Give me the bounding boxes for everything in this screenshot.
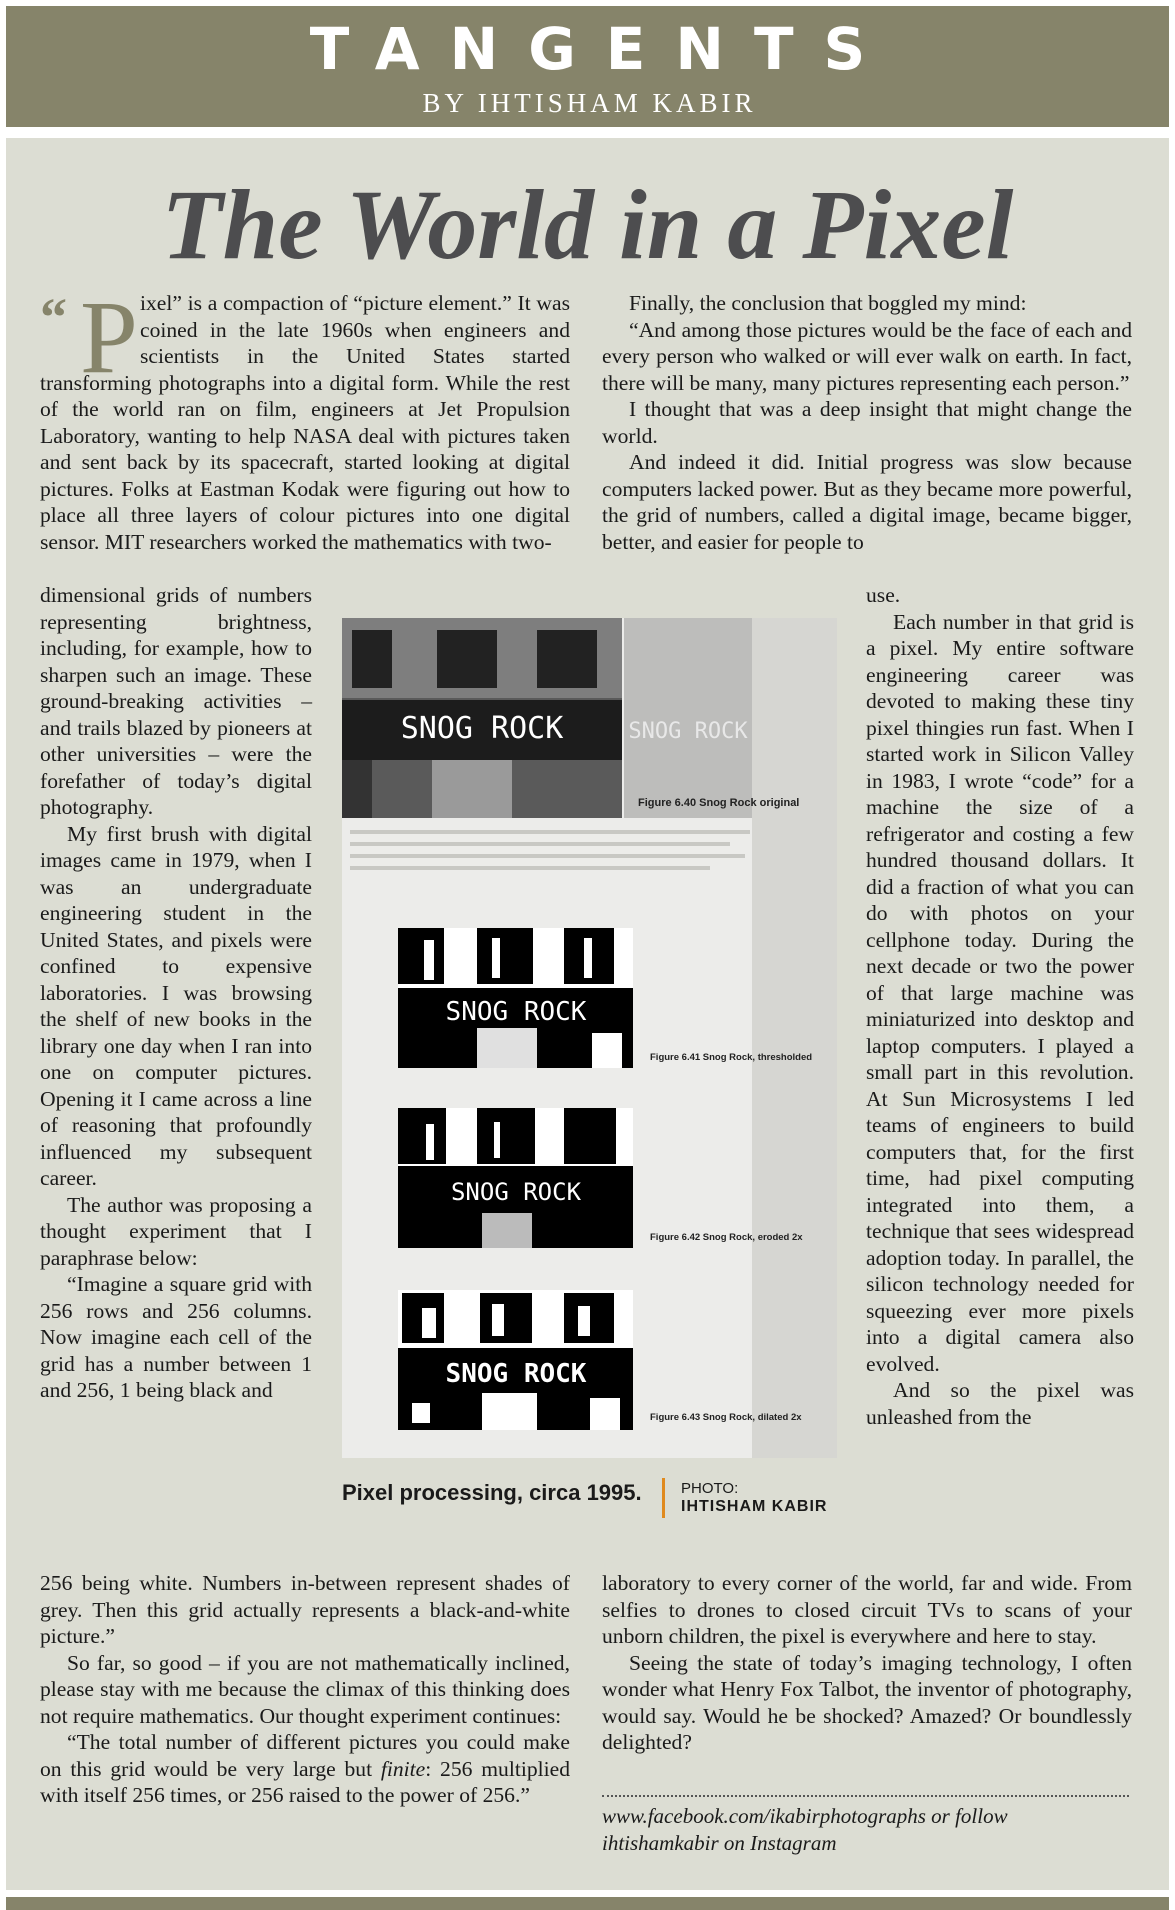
sign-text-eroded: SNOG ROCK <box>450 1178 582 1206</box>
byline: BY IHTISHAM KABIR <box>422 88 757 118</box>
bottom-rule <box>6 1897 1169 1910</box>
col1-text-1: ixel” is a compaction of “picture element.” It was coined in the late 1960s when engineers and scientists in the United States started transforming photographs into a digital form. While the rest of the world ran on film, engineers at Jet Propulsion Laboratory, wanting to help NASA deal with pictures taken and sent back by its spacecraft, started looking at digital pictures. Folks at Eastman Kodak were figuring out how to place all three layers of colour pictures into one digital sensor. MIT researchers worked the mathematics with two- <box>40 291 570 554</box>
photo-original <box>342 618 752 818</box>
figure-image <box>342 618 837 1458</box>
footer-divider <box>602 1795 1129 1797</box>
photo-thresholded <box>398 928 633 1068</box>
figure-caption: Pixel processing, circa 1995. <box>342 1480 642 1505</box>
sign-text-dilated: SNOG ROCK <box>445 1359 587 1389</box>
caption-divider <box>662 1478 665 1518</box>
figure-label-4: Figure 6.43 Snog Rock, dilated 2x <box>650 1412 802 1423</box>
col1-bottom-block <box>40 1570 570 1809</box>
section-title: TANGENTS <box>309 15 896 83</box>
col1-paragraph-1 <box>40 287 570 555</box>
col2-paragraph-4: And indeed it did. Initial progress was slow because computers lacked power. But as they became more powerful, the grid of numbers, called a digital image, became bigger, better, and easier for people to <box>602 450 1132 554</box>
col2-paragraph-2: “And among those pictures would be the face of each and every person who walked or will ever walk on earth. In fact, there will be many, many pictures representing each person.” <box>602 317 1132 395</box>
headline: The World in a Pixel <box>161 169 1014 280</box>
col2-paragraph-8: laboratory to every corner of the world, far and wide. From selfies to drones to closed circuit TVs to scans of your unborn children, the pixel is everywhere and here to stay. <box>602 1571 1132 1648</box>
pixel-processing-figure <box>342 618 837 1458</box>
credit-name: IHTISHAM KABIR <box>681 1498 828 1515</box>
sign-text-original: SNOG ROCK <box>400 711 564 746</box>
col2-bottom-block <box>602 1570 1132 1756</box>
figure-label-3: Figure 6.42 Snog Rock, eroded 2x <box>650 1232 803 1243</box>
col1-paragraph-4: The author was proposing a thought experiment that I paraphrase below: <box>40 1192 312 1270</box>
col1-narrow-block <box>40 582 312 1404</box>
col2-narrow-block <box>866 582 1134 1430</box>
col1-last-post: : 256 multiplied with itself 256 times, or 256 raised to the power of 256.” <box>40 1756 570 1807</box>
footer-line-1[interactable]: www.facebook.com/ikabirphotographs or follow <box>602 1804 1008 1828</box>
photo-credit <box>681 1480 827 1516</box>
col2-paragraph-9: Seeing the state of today’s imaging technology, I often wonder what Henry Fox Talbot, the inventor of photography, would say. Would he be shocked? Amazed? Or boundlessly delighted? <box>602 1650 1132 1754</box>
col2-paragraph-6: Each number in that grid is a pixel. My entire software engineering career was devoted to making these tiny pixel thingies run fast. When I started work in Silicon Valley in 1983, I wrote “code” for a machine the size of a refrigerator and costing a few hundred thousand dollars. It did a fraction of what you can do with photos on your cellphone today. During the next decade or two the power of that large machine was miniaturized into desktop and laptop computers. I played a small part in this revolution. At Sun Microsystems I led teams of engineers to build computers that, for the first time, had pixel computing integrated into them, a technique that sees widespread adoption today. In parallel, the silicon technology needed for squeezing ever more pixels into a digital camera also evolved. <box>866 609 1134 1376</box>
sign-text-ghost: SNOG ROCK <box>628 719 748 744</box>
col1-top-block <box>40 287 570 555</box>
col1-paragraph-6: 256 being white. Numbers in-between represent shades of grey. Then this grid actually represents a black-and-white picture.” <box>40 1571 570 1648</box>
dropcap-spacer <box>40 287 140 348</box>
col1-last-pre: “The total number of different pictures you could make on this grid would be very large but <box>40 1730 570 1781</box>
credit-label: PHOTO: <box>681 1480 739 1497</box>
col2-paragraph-1: Finally, the conclusion that boggled my mind: <box>629 291 1027 315</box>
sign-text-thresholded: SNOG ROCK <box>445 997 587 1027</box>
col1-paragraph-2: dimensional grids of numbers representing brightness, including, for example, how to sharpen such an image. These ground-breaking activities – and trails blazed by pioneers at other universities – were the forefather of today’s digital photography. <box>40 583 312 819</box>
drop-cap: P <box>80 280 138 395</box>
photo-dilated <box>398 1290 633 1430</box>
col1-paragraph-7: So far, so good – if you are not mathematically inclined, please stay with me because the climax of this thinking does not require mathematics. Our thought experiment continues: <box>40 1650 570 1728</box>
col1-last-emphasis: finite <box>380 1756 426 1781</box>
col1-paragraph-3: My first brush with digital images came in 1979, when I was an undergraduate engineering student in the United States, and pixels were confined to expensive laboratories. I was browsing the shelf of new books in the library one day when I ran into one on computer pictures. Opening it I came across a line of reasoning that profoundly influenced my subsequent career. <box>40 821 312 1190</box>
opening-quote: “ <box>40 287 67 347</box>
col1-paragraph-8 <box>40 1729 570 1809</box>
footer-note <box>602 1803 1142 1857</box>
col2-paragraph-5: use. <box>866 583 901 607</box>
col2-paragraph-3: I thought that was a deep insight that might change the world. <box>602 397 1132 448</box>
photo-eroded <box>398 1108 633 1248</box>
col2-paragraph-7: And so the pixel was unleashed from the <box>866 1378 1134 1429</box>
col1-paragraph-5: “Imagine a square grid with 256 rows and 256 columns. Now imagine each cell of the grid has a number between 1 and 256, 1 being black and <box>40 1272 312 1402</box>
col2-top-block <box>602 290 1132 555</box>
figure-label-2: Figure 6.41 Snog Rock, thresholded <box>650 1052 813 1063</box>
footer-line-2: ihtishamkabir on Instagram <box>602 1831 837 1855</box>
section-header <box>6 6 1169 127</box>
figure-label-1: Figure 6.40 Snog Rock original <box>638 797 800 809</box>
